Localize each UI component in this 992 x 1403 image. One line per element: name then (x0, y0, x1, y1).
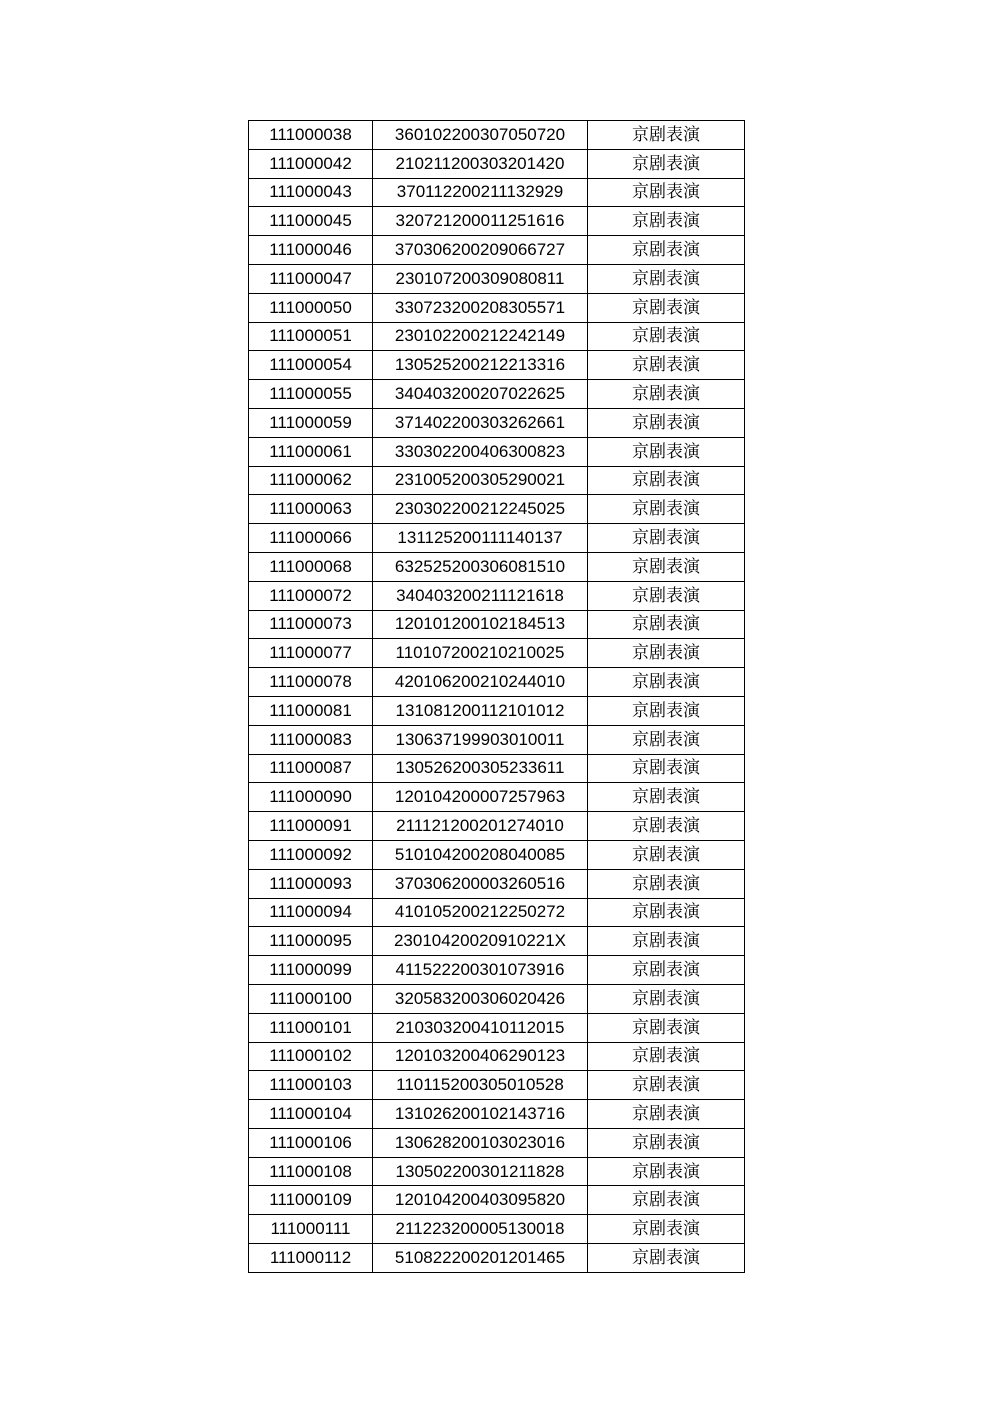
id-card-cell: 340403200207022625 (373, 380, 588, 409)
candidate-table (248, 120, 745, 1273)
id-card-cell: 632525200306081510 (373, 552, 588, 581)
candidate-table-body (249, 121, 745, 1273)
table-row (249, 351, 745, 380)
id-card-cell: 231005200305290021 (373, 466, 588, 495)
id-card-cell: 320721200011251616 (373, 207, 588, 236)
table-row (249, 1100, 745, 1129)
id-card-cell: 230107200309080811 (373, 264, 588, 293)
table-row (249, 984, 745, 1013)
exam-id-cell: 111000083 (249, 725, 373, 754)
id-card-cell: 410105200212250272 (373, 898, 588, 927)
table-row (249, 149, 745, 178)
table-row (249, 1071, 745, 1100)
exam-id-cell: 111000108 (249, 1157, 373, 1186)
major-cell: 京剧表演 (588, 236, 745, 265)
exam-id-cell: 111000092 (249, 840, 373, 869)
table-row (249, 898, 745, 927)
table-row (249, 696, 745, 725)
table-row (249, 236, 745, 265)
id-card-cell: 230102200212242149 (373, 322, 588, 351)
exam-id-cell: 111000061 (249, 437, 373, 466)
table-row (249, 754, 745, 783)
exam-id-cell: 111000050 (249, 293, 373, 322)
major-cell: 京剧表演 (588, 293, 745, 322)
exam-id-cell: 111000104 (249, 1100, 373, 1129)
id-card-cell: 370112200211132929 (373, 178, 588, 207)
id-card-cell: 330723200208305571 (373, 293, 588, 322)
exam-id-cell: 111000111 (249, 1215, 373, 1244)
id-card-cell: 230302200212245025 (373, 495, 588, 524)
id-card-cell: 130525200212213316 (373, 351, 588, 380)
major-cell: 京剧表演 (588, 812, 745, 841)
id-card-cell: 23010420020910221X (373, 927, 588, 956)
major-cell: 京剧表演 (588, 840, 745, 869)
major-cell: 京剧表演 (588, 610, 745, 639)
id-card-cell: 130628200103023016 (373, 1128, 588, 1157)
table-row (249, 1157, 745, 1186)
table-row (249, 207, 745, 236)
exam-id-cell: 111000047 (249, 264, 373, 293)
id-card-cell: 210303200410112015 (373, 1013, 588, 1042)
table-row (249, 840, 745, 869)
major-cell: 京剧表演 (588, 754, 745, 783)
exam-id-cell: 111000073 (249, 610, 373, 639)
major-cell: 京剧表演 (588, 207, 745, 236)
major-cell: 京剧表演 (588, 351, 745, 380)
exam-id-cell: 111000038 (249, 121, 373, 150)
id-card-cell: 130637199903010011 (373, 725, 588, 754)
id-card-cell: 370306200003260516 (373, 869, 588, 898)
major-cell: 京剧表演 (588, 495, 745, 524)
table-row (249, 1215, 745, 1244)
major-cell: 京剧表演 (588, 466, 745, 495)
table-row (249, 408, 745, 437)
major-cell: 京剧表演 (588, 869, 745, 898)
table-row (249, 524, 745, 553)
exam-id-cell: 111000099 (249, 956, 373, 985)
major-cell: 京剧表演 (588, 1215, 745, 1244)
id-card-cell: 131026200102143716 (373, 1100, 588, 1129)
exam-id-cell: 111000093 (249, 869, 373, 898)
major-cell: 京剧表演 (588, 408, 745, 437)
id-card-cell: 360102200307050720 (373, 121, 588, 150)
table-row (249, 956, 745, 985)
exam-id-cell: 111000045 (249, 207, 373, 236)
exam-id-cell: 111000062 (249, 466, 373, 495)
id-card-cell: 131125200111140137 (373, 524, 588, 553)
exam-id-cell: 111000043 (249, 178, 373, 207)
exam-id-cell: 111000055 (249, 380, 373, 409)
major-cell: 京剧表演 (588, 668, 745, 697)
table-row (249, 466, 745, 495)
table-row (249, 121, 745, 150)
id-card-cell: 510822200201201465 (373, 1244, 588, 1273)
major-cell: 京剧表演 (588, 639, 745, 668)
table-row (249, 668, 745, 697)
major-cell: 京剧表演 (588, 437, 745, 466)
table-row (249, 1244, 745, 1273)
table-row (249, 610, 745, 639)
table-row (249, 495, 745, 524)
major-cell: 京剧表演 (588, 1100, 745, 1129)
exam-id-cell: 111000078 (249, 668, 373, 697)
exam-id-cell: 111000103 (249, 1071, 373, 1100)
table-row (249, 380, 745, 409)
table-row (249, 552, 745, 581)
id-card-cell: 130526200305233611 (373, 754, 588, 783)
id-card-cell: 510104200208040085 (373, 840, 588, 869)
exam-id-cell: 111000046 (249, 236, 373, 265)
table-row (249, 437, 745, 466)
exam-id-cell: 111000051 (249, 322, 373, 351)
id-card-cell: 371402200303262661 (373, 408, 588, 437)
exam-id-cell: 111000087 (249, 754, 373, 783)
exam-id-cell: 111000068 (249, 552, 373, 581)
table-row (249, 1013, 745, 1042)
major-cell: 京剧表演 (588, 552, 745, 581)
exam-id-cell: 111000112 (249, 1244, 373, 1273)
id-card-cell: 110115200305010528 (373, 1071, 588, 1100)
table-row (249, 264, 745, 293)
id-card-cell: 320583200306020426 (373, 984, 588, 1013)
table-row (249, 293, 745, 322)
exam-id-cell: 111000072 (249, 581, 373, 610)
major-cell: 京剧表演 (588, 524, 745, 553)
table-row (249, 812, 745, 841)
exam-id-cell: 111000059 (249, 408, 373, 437)
exam-id-cell: 111000077 (249, 639, 373, 668)
exam-id-cell: 111000081 (249, 696, 373, 725)
id-card-cell: 210211200303201420 (373, 149, 588, 178)
table-row (249, 1128, 745, 1157)
major-cell: 京剧表演 (588, 121, 745, 150)
exam-id-cell: 111000042 (249, 149, 373, 178)
major-cell: 京剧表演 (588, 380, 745, 409)
table-row (249, 322, 745, 351)
major-cell: 京剧表演 (588, 581, 745, 610)
exam-id-cell: 111000054 (249, 351, 373, 380)
major-cell: 京剧表演 (588, 1042, 745, 1071)
id-card-cell: 120104200007257963 (373, 783, 588, 812)
table-row (249, 725, 745, 754)
major-cell: 京剧表演 (588, 783, 745, 812)
id-card-cell: 340403200211121618 (373, 581, 588, 610)
exam-id-cell: 111000094 (249, 898, 373, 927)
major-cell: 京剧表演 (588, 1186, 745, 1215)
id-card-cell: 120103200406290123 (373, 1042, 588, 1071)
major-cell: 京剧表演 (588, 178, 745, 207)
id-card-cell: 211223200005130018 (373, 1215, 588, 1244)
id-card-cell: 330302200406300823 (373, 437, 588, 466)
id-card-cell: 370306200209066727 (373, 236, 588, 265)
table-row (249, 869, 745, 898)
table-row (249, 783, 745, 812)
major-cell: 京剧表演 (588, 1071, 745, 1100)
exam-id-cell: 111000066 (249, 524, 373, 553)
table-row (249, 581, 745, 610)
major-cell: 京剧表演 (588, 322, 745, 351)
major-cell: 京剧表演 (588, 898, 745, 927)
exam-id-cell: 111000106 (249, 1128, 373, 1157)
id-card-cell: 211121200201274010 (373, 812, 588, 841)
table-row (249, 639, 745, 668)
major-cell: 京剧表演 (588, 1128, 745, 1157)
major-cell: 京剧表演 (588, 149, 745, 178)
major-cell: 京剧表演 (588, 696, 745, 725)
exam-id-cell: 111000100 (249, 984, 373, 1013)
major-cell: 京剧表演 (588, 1013, 745, 1042)
id-card-cell: 110107200210210025 (373, 639, 588, 668)
id-card-cell: 131081200112101012 (373, 696, 588, 725)
major-cell: 京剧表演 (588, 927, 745, 956)
id-card-cell: 420106200210244010 (373, 668, 588, 697)
exam-id-cell: 111000102 (249, 1042, 373, 1071)
id-card-cell: 411522200301073916 (373, 956, 588, 985)
table-row (249, 178, 745, 207)
major-cell: 京剧表演 (588, 1157, 745, 1186)
exam-id-cell: 111000063 (249, 495, 373, 524)
table-row (249, 927, 745, 956)
exam-id-cell: 111000101 (249, 1013, 373, 1042)
exam-id-cell: 111000095 (249, 927, 373, 956)
exam-id-cell: 111000091 (249, 812, 373, 841)
major-cell: 京剧表演 (588, 984, 745, 1013)
exam-id-cell: 111000109 (249, 1186, 373, 1215)
exam-id-cell: 111000090 (249, 783, 373, 812)
id-card-cell: 130502200301211828 (373, 1157, 588, 1186)
id-card-cell: 120101200102184513 (373, 610, 588, 639)
table-row (249, 1042, 745, 1071)
major-cell: 京剧表演 (588, 1244, 745, 1273)
id-card-cell: 120104200403095820 (373, 1186, 588, 1215)
major-cell: 京剧表演 (588, 264, 745, 293)
major-cell: 京剧表演 (588, 956, 745, 985)
major-cell: 京剧表演 (588, 725, 745, 754)
table-row (249, 1186, 745, 1215)
